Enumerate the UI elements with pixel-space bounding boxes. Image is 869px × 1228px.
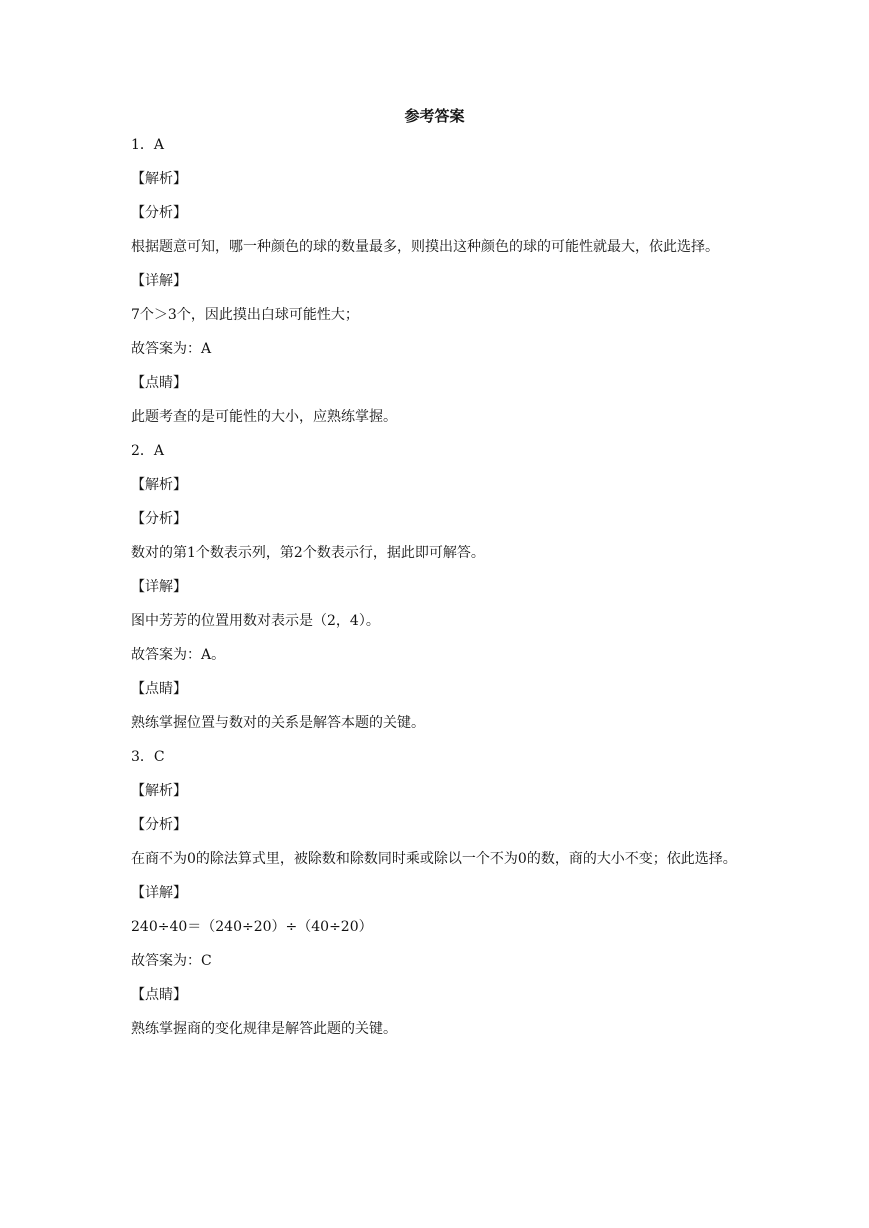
xiangjie-line: 图中芳芳的位置用数对表示是（2，4）。 bbox=[131, 613, 380, 629]
dianjing-text: 熟练掌握位置与数对的关系是解答本题的关键。 bbox=[131, 715, 425, 731]
dianjing-label: 【点睛】 bbox=[131, 987, 187, 1003]
xiangjie-label: 【详解】 bbox=[131, 885, 187, 901]
fenxi-text: 根据题意可知，哪一种颜色的球的数量最多，则摸出这种颜色的球的可能性就最大，依此选择。 bbox=[131, 239, 719, 255]
xiangjie-line: 240÷40＝（240÷20）÷（40÷20） bbox=[131, 919, 373, 935]
xiangjie-line: 7个＞3个，因此摸出白球可能性大； bbox=[131, 307, 359, 323]
xiangjie-label: 【详解】 bbox=[131, 273, 187, 289]
fenxi-label: 【分析】 bbox=[131, 511, 187, 527]
page-title: 参考答案 bbox=[404, 107, 465, 125]
fenxi-text: 在商不为0的除法算式里，被除数和除数同时乘或除以一个不为0的数，商的大小不变；依此选择。 bbox=[131, 851, 737, 867]
fenxi-text: 数对的第1个数表示列，第2个数表示行，据此即可解答。 bbox=[131, 545, 485, 561]
answer-line: 故答案为：C bbox=[131, 953, 212, 969]
question-number: 3．C bbox=[131, 749, 165, 765]
jiexi-label: 【解析】 bbox=[131, 171, 187, 187]
dianjing-text: 此题考查的是可能性的大小，应熟练掌握。 bbox=[131, 409, 397, 425]
dianjing-text: 熟练掌握商的变化规律是解答此题的关键。 bbox=[131, 1021, 397, 1037]
jiexi-label: 【解析】 bbox=[131, 783, 187, 799]
answer-content bbox=[131, 133, 741, 1051]
jiexi-label: 【解析】 bbox=[131, 477, 187, 493]
dianjing-label: 【点睛】 bbox=[131, 681, 187, 697]
answer-line: 故答案为：A bbox=[131, 341, 212, 357]
question-number: 1．A bbox=[131, 137, 165, 153]
xiangjie-label: 【详解】 bbox=[131, 579, 187, 595]
answer-line: 故答案为：A。 bbox=[131, 647, 226, 663]
fenxi-label: 【分析】 bbox=[131, 205, 187, 221]
dianjing-label: 【点睛】 bbox=[131, 375, 187, 391]
question-number: 2．A bbox=[131, 443, 165, 459]
fenxi-label: 【分析】 bbox=[131, 817, 187, 833]
